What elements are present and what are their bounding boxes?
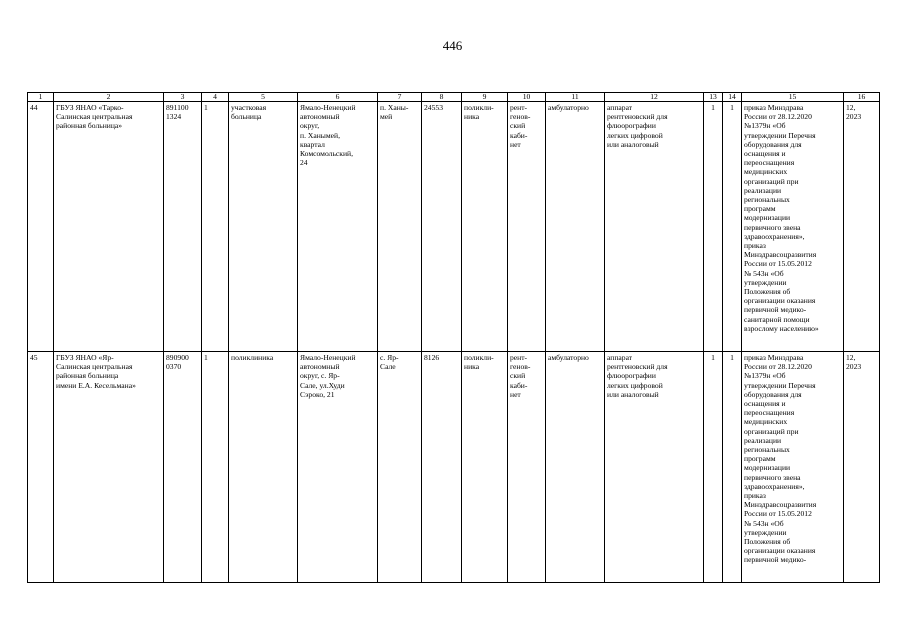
column-header-7: 7 (378, 93, 422, 102)
room-cell (508, 352, 546, 583)
population-cell (422, 352, 462, 583)
quantity-cell (704, 102, 723, 352)
column-header-14: 14 (723, 93, 742, 102)
equipment-table (27, 92, 880, 583)
page-number: 446 (442, 38, 463, 53)
organization-name: ГБУЗ ЯНАО «Тарко- Салинская центральная районная больница» (56, 103, 133, 131)
column-header-5: 5 (229, 93, 298, 102)
address-cell (298, 102, 378, 352)
column-header-9: 9 (462, 93, 508, 102)
count-cell (202, 352, 229, 583)
column-header-10: 10 (508, 93, 546, 102)
column-header-2: 2 (54, 93, 164, 102)
column-header-4: 4 (202, 93, 229, 102)
address: Ямало-Ненецкий автономный округ, п. Ханымей, квартал Комсомольский, 24 (300, 103, 356, 168)
date-cell (844, 102, 880, 352)
unit-type: участковая больница (231, 103, 267, 122)
care-mode-cell (546, 352, 605, 583)
equipment-cell (605, 102, 704, 352)
quantity-cell (723, 102, 742, 352)
department: поликли- ника (464, 103, 494, 122)
column-header-12: 12 (605, 93, 704, 102)
organization-name: ГБУЗ ЯНАО «Яр- Салинская центральная районная больница имени Е.А. Кесельмана» (56, 353, 136, 390)
equipment-name: аппарат рентгеновский для флюорографии легких цифровой или аналоговый (607, 103, 668, 149)
unit-type: поликлиника (231, 353, 274, 362)
organization-code: 890900 0370 (166, 353, 189, 372)
population: 8126 (424, 353, 440, 362)
quantity-cell (723, 352, 742, 583)
row-number-cell (28, 352, 54, 583)
quantity-value: 1 (711, 353, 715, 362)
column-header-15: 15 (742, 93, 844, 102)
regulation-cell (742, 102, 844, 352)
table-row (28, 102, 880, 352)
row-number: 44 (30, 103, 38, 112)
department-cell (462, 102, 508, 352)
regulation-cell (742, 352, 844, 583)
equipment-name: аппарат рентгеновский для флюорографии легких цифровой или аналоговый (607, 353, 668, 399)
organization-code: 891100 1324 (166, 103, 189, 122)
room-cell (508, 102, 546, 352)
room: рент- генов- ский каби- нет (510, 103, 531, 149)
care-mode: амбулаторно (548, 353, 589, 362)
population: 24553 (424, 103, 443, 112)
population-cell (422, 102, 462, 352)
count-value: 1 (204, 103, 208, 112)
column-header-8: 8 (422, 93, 462, 102)
department: поликли- ника (464, 353, 494, 372)
regulation-text: приказ Минздрава России от 28.12.2020 №1379н «Об утверждении Перечня оборудования для оснащения и переоснащения медицинских организаций при реализации региональных программ модернизации первичного звена здравоохранения», приказ Минздравсоцразвития России от 15.05.2012 № 543н «Об утверждении Положения об организации оказания первичной медико- (744, 353, 817, 565)
unit-type-cell (229, 102, 298, 352)
header-row (28, 93, 880, 102)
column-header-1: 1 (28, 93, 54, 102)
table-row (28, 352, 880, 583)
date-value: 12, 2023 (846, 353, 862, 372)
care-mode: амбулаторно (548, 103, 589, 112)
quantity-value: 1 (711, 103, 715, 112)
row-number: 45 (30, 353, 38, 362)
date-cell (844, 352, 880, 583)
quantity-cell (704, 352, 723, 583)
organization-cell (54, 352, 164, 583)
count-value: 1 (204, 353, 208, 362)
room: рент- генов- ский каби- нет (510, 353, 531, 399)
locality-cell (378, 102, 422, 352)
column-header-13: 13 (704, 93, 723, 102)
column-header-11: 11 (546, 93, 605, 102)
row-number-cell (28, 102, 54, 352)
locality-cell (378, 352, 422, 583)
count-cell (202, 102, 229, 352)
quantity-value: 1 (730, 353, 734, 362)
code-cell (164, 102, 202, 352)
department-cell (462, 352, 508, 583)
regulation-text: приказ Минздрава России от 28.12.2020 №1379н «Об утверждении Перечня оборудования для оснащения и переоснащения медицинских организаций при реализации региональных программ модернизации первичного звена здравоохранения», приказ Минздравсоцразвития России от 15.05.2012 № 543н «Об утверждении Положения об организации оказания первичной медико- санитарной помощи взрослому населению» (744, 103, 819, 333)
address: Ямало-Ненецкий автономный округ, с. Яр- Сале, ул.Худи Сэроко, 21 (300, 353, 356, 399)
organization-cell (54, 102, 164, 352)
locality: с. Яр- Сале (380, 353, 399, 372)
column-header-3: 3 (164, 93, 202, 102)
equipment-cell (605, 352, 704, 583)
address-cell (298, 352, 378, 583)
date-value: 12, 2023 (846, 103, 862, 122)
unit-type-cell (229, 352, 298, 583)
code-cell (164, 352, 202, 583)
care-mode-cell (546, 102, 605, 352)
column-header-6: 6 (298, 93, 378, 102)
locality: п. Ханы- мей (380, 103, 409, 122)
column-header-16: 16 (844, 93, 880, 102)
quantity-value: 1 (730, 103, 734, 112)
